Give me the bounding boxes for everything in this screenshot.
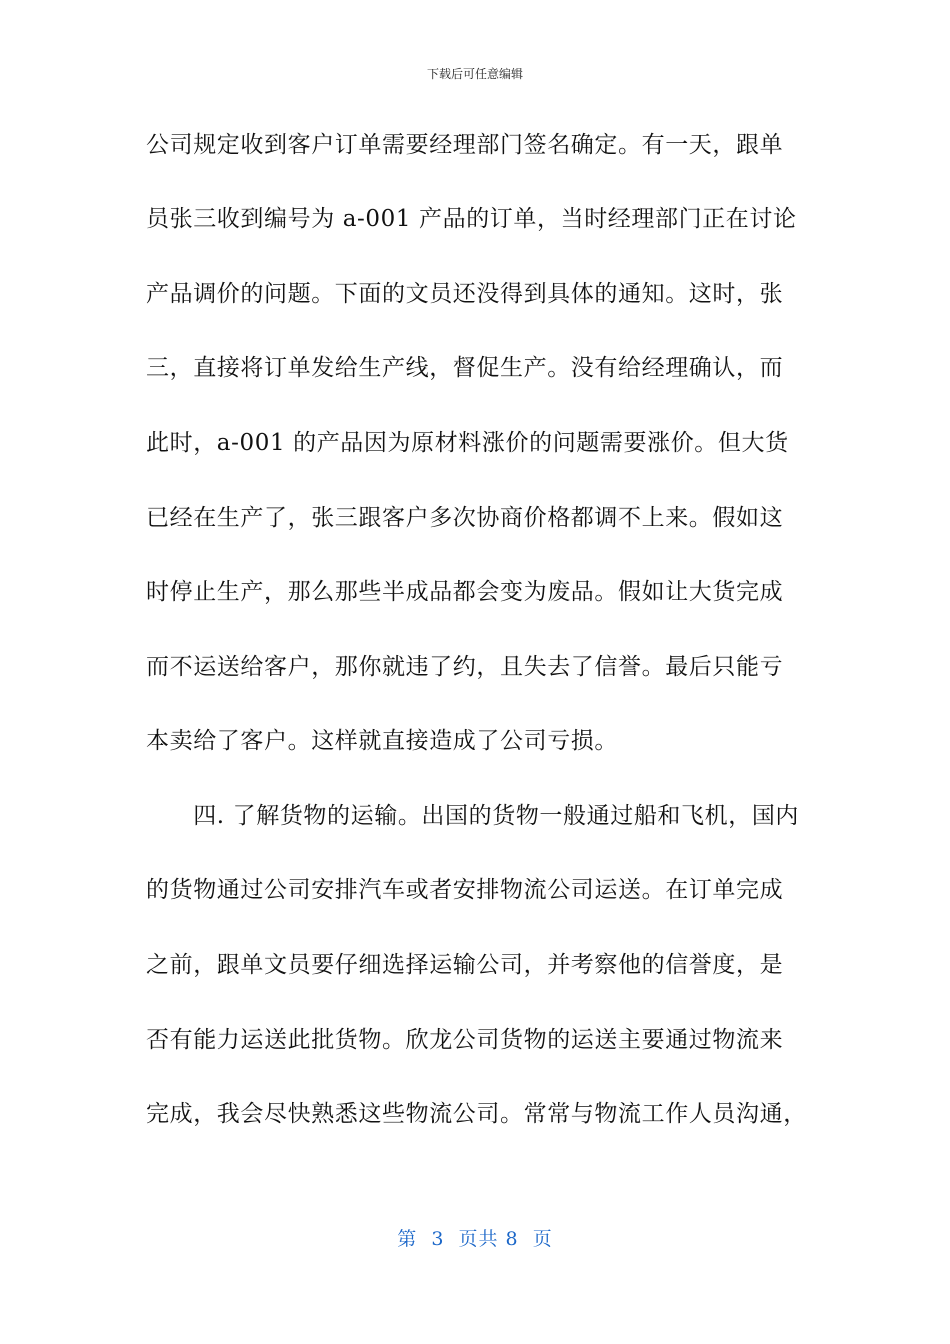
body-line: 否有能力运送此批货物。欣龙公司货物的运送主要通过物流来 xyxy=(146,1027,784,1053)
body-line: 此时，a-001 的产品因为原材料涨价的问题需要涨价。但大货 xyxy=(146,430,789,456)
body-line: 已经在生产了，张三跟客户多次协商价格都调不上来。假如这 xyxy=(146,505,784,531)
body-line: 之前，跟单文员要仔细选择运输公司，并考察他的信誉度，是 xyxy=(146,952,784,978)
body-line: 四. 了解货物的运输。出国的货物一般通过船和飞机，国内 xyxy=(146,803,800,829)
body-line: 三，直接将订单发给生产线，督促生产。没有给经理确认，而 xyxy=(146,355,784,381)
body-line: 员张三收到编号为 a-001 产品的订单，当时经理部门正在讨论 xyxy=(146,206,797,232)
body-line: 的货物通过公司安排汽车或者安排物流公司运送。在订单完成 xyxy=(146,877,784,903)
page-header: 下载后可任意编辑 xyxy=(426,67,523,81)
body-line: 时停止生产，那么那些半成品都会变为废品。假如让大货完成 xyxy=(146,579,784,605)
page-number-footer: 第 3 页共 8 页 xyxy=(397,1228,553,1250)
body-line: 完成，我会尽快熟悉这些物流公司。常常与物流工作人员沟通， xyxy=(146,1101,807,1127)
body-line: 本卖给了客户。这样就直接造成了公司亏损。 xyxy=(146,728,618,754)
body-line: 产品调价的问题。下面的文员还没得到具体的通知。这时，张 xyxy=(146,281,784,307)
body-line: 公司规定收到客户订单需要经理部门签名确定。有一天，跟单 xyxy=(146,132,784,158)
body-line: 而不运送给客户，那你就违了约，且失去了信誉。最后只能亏 xyxy=(146,654,784,680)
